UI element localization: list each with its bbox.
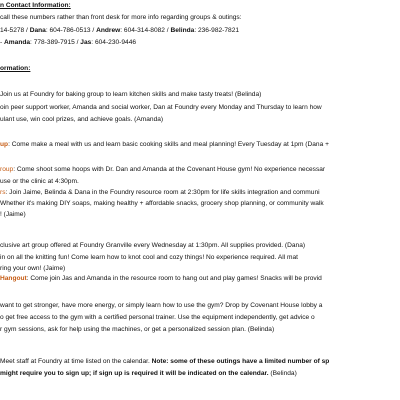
hangout-title: Hangout — [0, 275, 27, 282]
separator: - — [0, 39, 5, 46]
hangout-text: Hangout: Come join Jas and Amanda in the resource room to hang out and play games! Snacks will be provid — [0, 275, 322, 282]
art-group-text: clusive art group offered at Foundry Granville every Wednesday at 1:30pm. All supplies provided. (Dana) — [0, 242, 306, 249]
jas-phone: : 604-230-9446 — [91, 39, 137, 46]
contact-heading: n Contact Information: — [0, 2, 71, 9]
belinda-label: Belinda — [170, 27, 195, 34]
outings-text: Meet staff at Foundry at time listed on the calendar. Note: some of these outings have a limited number of sp — [0, 358, 330, 365]
basketball-group-title: roup — [0, 166, 14, 173]
life-skills-text-end: ! (Jaime) — [0, 211, 26, 218]
information-heading: ormation: — [0, 65, 31, 72]
cooking-group-title: up — [0, 141, 9, 148]
baking-group-text: Join us at Foundry for baking group to learn kitchen skills and make tasty treats! (Belinda) — [0, 91, 262, 98]
peer-support-text-cont: ulant use, win cool prizes, and achieve goals. (Amanda) — [0, 116, 164, 123]
andrew-label: Andrew — [96, 27, 121, 34]
amanda-label: Amanda — [4, 39, 31, 46]
contact-row-2 — [0, 38, 136, 47]
outings-note: Note: some of these outings have a limited number of sp — [151, 358, 330, 365]
outings-text-cont: might require you to sign up; if sign up is required it will be indicated on the calendar. (Belinda) — [0, 370, 297, 377]
contact-note: call these numbers rather than front desk for more info regarding groups & outings: — [0, 14, 242, 21]
peer-support-text: oin peer support worker, Amanda and social worker, Dan at Foundry every Monday and Thursday to learn how — [0, 104, 322, 111]
cooking-group-text: up: Come make a meal with us and learn basic cooking skills and meal planning! Every Tuesday at 1pm (Dana + — [0, 141, 329, 148]
life-skills-title: rs — [0, 189, 6, 196]
dana-label: Dana — [29, 27, 46, 34]
contact-row-1 — [0, 26, 239, 35]
basketball-group-text: roup: Come shoot some hoops with Dr. Dan and Amanda at the Covenant House gym! No experience necessar — [0, 166, 326, 173]
andrew-phone: : 604-314-8082 / — [120, 27, 171, 34]
amanda-phone: : 778-389-7915 / — [30, 39, 81, 46]
basketball-group-text-cont: use or the clinic at 4:30pm. — [0, 178, 79, 185]
belinda-phone: : 236-982-7821 — [194, 27, 240, 34]
gym-text: want to get stronger, have more energy, or simply learn how to use the gym? Drop by Covenant House lobby a — [0, 302, 323, 309]
dana-phone: : 604-786-0513 / — [45, 27, 97, 34]
phone-fragment: 14-5278 / — [0, 27, 30, 34]
knitting-group-text: in on all the knitting fun! Come learn how to knot cool and cozy things! No experience required. All mat — [0, 254, 298, 261]
life-skills-text-cont: Whether it's making DIY soaps, making healthy + affordable snacks, grocery shop planning, or community walk — [0, 200, 324, 207]
life-skills-text: rs: Join Jaime, Belinda & Dana in the Foundry resource room at 2:30pm for life skills integration and communi — [0, 189, 320, 196]
gym-text-end: r gym sessions, ask for help using the machines, or get a personalized session plan. (Belinda) — [0, 326, 275, 333]
knitting-group-text-cont: ring your own! (Jaime) — [0, 265, 66, 272]
jas-label: Jas — [80, 39, 92, 46]
gym-text-cont: o get free access to the gym with a certified personal trainer. Use the equipment independently, get advice o — [0, 314, 315, 321]
